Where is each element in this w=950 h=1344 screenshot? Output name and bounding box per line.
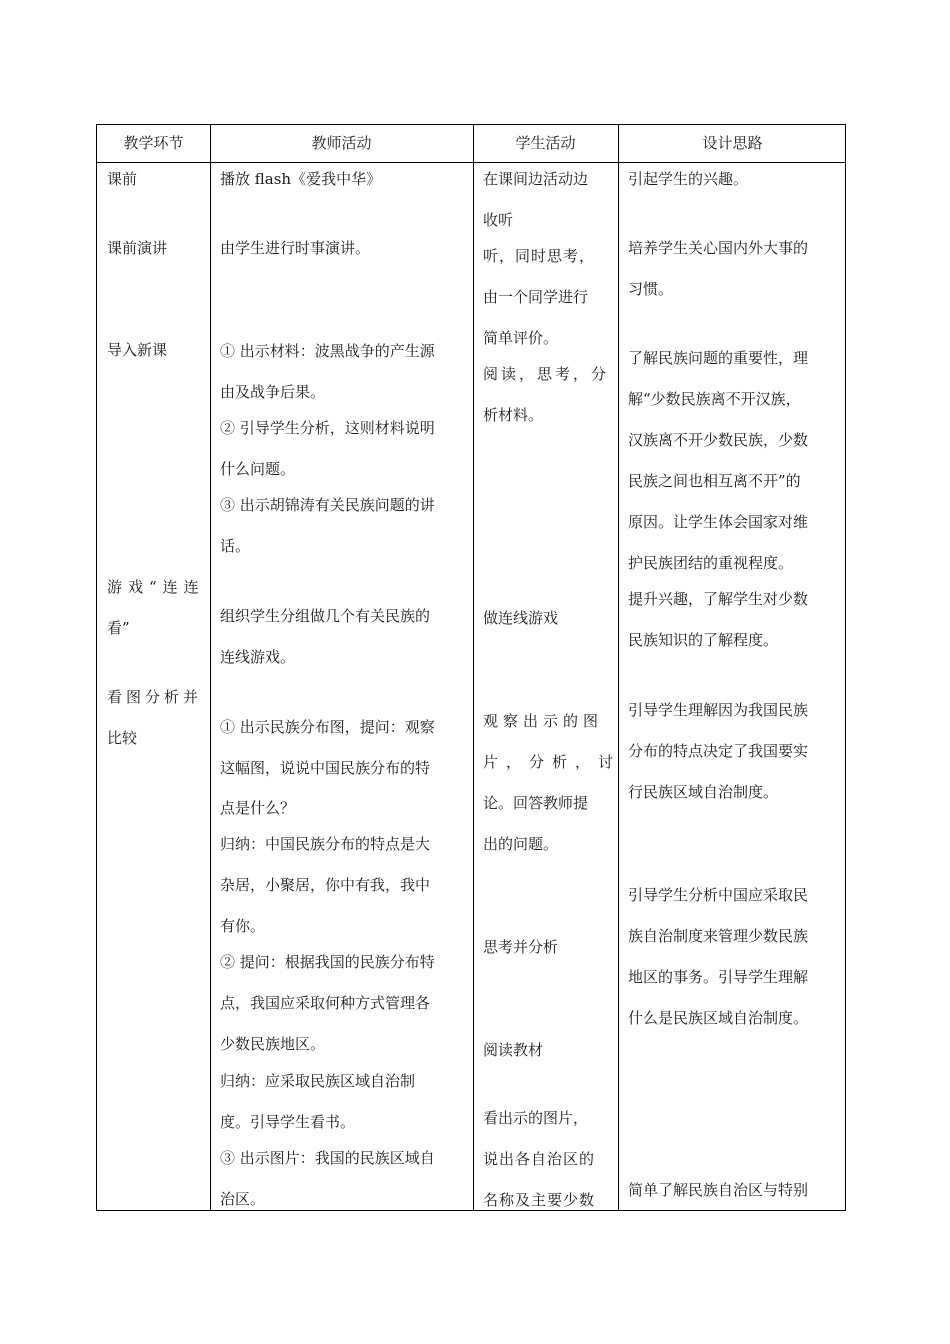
student-line: 观察出示的图: [483, 712, 604, 730]
teacher-line: 连线游戏。: [220, 648, 296, 666]
student-line: 看出示的图片，: [483, 1109, 589, 1127]
header-design-idea: 设计思路: [702, 134, 763, 152]
header-teacher-activity: 教师活动: [311, 134, 372, 152]
teacher-line: 由学生进行时事演讲。: [220, 239, 371, 257]
student-line: 做连线游戏: [483, 609, 559, 627]
student-line: 简单评价。: [483, 329, 559, 347]
stage-game-line1: 游戏“连连: [107, 578, 205, 596]
teacher-line: 归纳：应采取民族区域自治制: [220, 1072, 416, 1090]
student-line: 名称及主要少数: [483, 1191, 596, 1209]
stage-game-line2: 看”: [107, 619, 130, 637]
stage-map-analysis-line2: 比较: [107, 729, 138, 747]
design-line: 引导学生分析中国应采取民: [628, 886, 809, 904]
student-line: 在课间边活动边: [483, 170, 589, 188]
teacher-line: 归纳：中国民族分布的特点是大: [220, 835, 431, 853]
design-line: 提升兴趣，了解学生对少数: [628, 590, 809, 608]
design-line: 引起学生的兴趣。: [628, 170, 749, 188]
design-line: 行民族区域自治制度。: [628, 783, 779, 801]
student-line: 听，同时思考，: [483, 247, 596, 265]
student-line: 阅读教材: [483, 1041, 544, 1059]
teacher-line: 有你。: [220, 917, 266, 935]
design-line: 了解民族问题的重要性，理: [628, 349, 809, 367]
student-line: 由一个同学进行: [483, 288, 589, 306]
teacher-line: 组织学生分组做几个有关民族的: [220, 607, 431, 625]
teacher-line: 播放 flash《爱我中华》: [220, 170, 382, 188]
design-line: 引导学生理解因为我国民族: [628, 701, 809, 719]
student-line: 片，分析，讨: [483, 753, 622, 771]
teacher-line: 由及战争后果。: [220, 383, 326, 401]
teacher-line: ② 引导学生分析，这则材料说明: [220, 419, 435, 437]
design-line: 地区的事务。引导学生理解: [628, 968, 809, 986]
design-line: 原因。让学生体会国家对维: [628, 513, 809, 531]
stage-game: [107, 576, 205, 597]
stage-speech: 课前演讲: [107, 239, 168, 257]
design-line: 护民族团结的重视程度。: [628, 554, 794, 572]
teacher-line: 这幅图，说说中国民族分布的特: [220, 759, 431, 777]
header-divider: [97, 162, 845, 163]
teacher-line: 点是什么？: [220, 799, 296, 817]
design-line: 习惯。: [628, 280, 674, 298]
design-line: 什么是民族区域自治制度。: [628, 1009, 809, 1027]
teacher-line: ① 出示民族分布图，提问：观察: [220, 718, 435, 736]
design-line: 民族之间也相互离不开”的: [628, 472, 801, 490]
column-divider: [618, 125, 619, 1210]
column-divider: [210, 125, 211, 1210]
student-line: 阅读，思考，分: [483, 365, 610, 383]
stage-introduction: 导入新课: [107, 341, 168, 359]
lesson-plan-table: [96, 124, 846, 1211]
design-line: 解“少数民族离不开汉族，: [628, 390, 801, 408]
student-line: 出的问题。: [483, 835, 559, 853]
design-line: 汉族离不开少数民族，少数: [628, 431, 809, 449]
teacher-line: ② 提问：根据我国的民族分布特: [220, 953, 435, 971]
header-student-activity: 学生活动: [515, 134, 576, 152]
teacher-line: 杂居，小聚居，你中有我，我中: [220, 876, 431, 894]
student-line: 说出各自治区的: [483, 1150, 596, 1168]
student-line: 论。回答教师提: [483, 794, 589, 812]
teacher-line: ③ 出示胡锦涛有关民族问题的讲: [220, 496, 435, 514]
teacher-line: 少数民族地区。: [220, 1035, 326, 1053]
student-line: 析材料。: [483, 406, 544, 424]
design-line: 培养学生关心国内外大事的: [628, 239, 809, 257]
column-divider: [473, 125, 474, 1210]
stage-map-analysis: 看图分析并: [107, 688, 203, 706]
teacher-line: 话。: [220, 537, 251, 555]
teacher-line: 治区。: [220, 1190, 266, 1208]
teacher-line: 什么问题。: [220, 460, 296, 478]
student-line: 收听: [483, 211, 514, 229]
design-line: 民族知识的了解程度。: [628, 631, 779, 649]
design-line: 分布的特点决定了我国要实: [628, 742, 809, 760]
teacher-line: ① 出示材料：波黑战争的产生源: [220, 342, 435, 360]
teacher-line: 度。引导学生看书。: [220, 1113, 356, 1131]
teacher-line: 点，我国应采取何种方式管理各: [220, 994, 431, 1012]
student-line: 思考并分析: [483, 938, 559, 956]
header-stage: 教学环节: [123, 134, 184, 152]
stage-pre-class: 课前: [107, 170, 138, 188]
design-line: 简单了解民族自治区与特别: [628, 1181, 809, 1199]
design-line: 族自治制度来管理少数民族: [628, 927, 809, 945]
teacher-line: ③ 出示图片：我国的民族区域自: [220, 1149, 435, 1167]
